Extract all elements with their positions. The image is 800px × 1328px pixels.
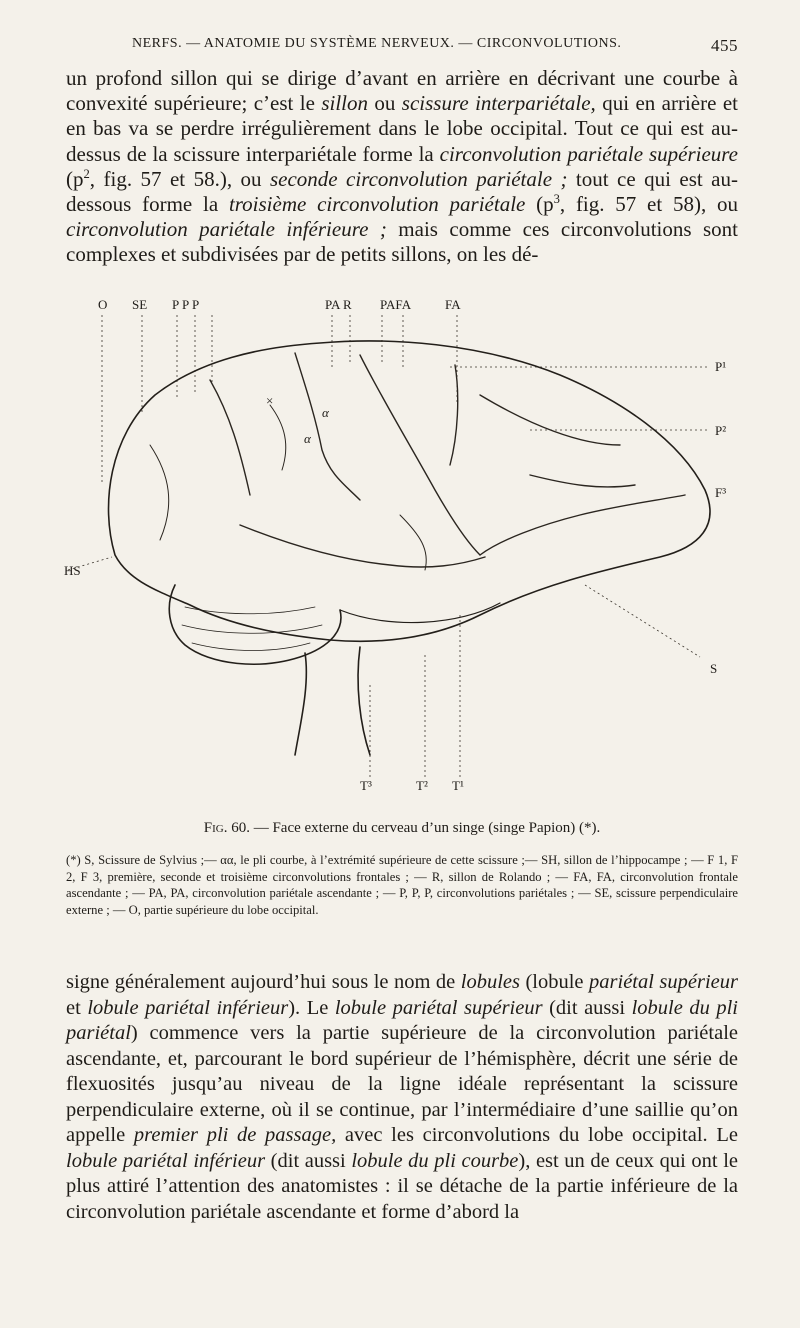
italic-term: lobule du pli courbe	[351, 1149, 519, 1172]
brainstem-outline	[295, 647, 370, 755]
page-number: 455	[711, 36, 738, 55]
italic-term: seconde circonvolution pariétale ;	[269, 166, 568, 191]
sulci	[150, 353, 685, 570]
text-run: ) commence vers la partie supérieure de la circonvolution pariétale ascendante, et, parcourant le bord supérieur de l’hémisphère, décrit une série de flexuosités jusqu’au niveau de la ligne idéale représentant la scissure perpendiculaire externe, où il se continue, par l’intermédiaire d’une saillie qu’on appelle	[66, 1022, 738, 1146]
text-run: mais comme ces circonvolutions sont complexes et subdivisées par de petits sillons, on les dé-	[66, 217, 738, 267]
label-par: PA R	[325, 297, 352, 312]
label-pafa: PAFA	[380, 297, 412, 312]
cerebellum-outline	[169, 585, 341, 664]
superscript: 3	[553, 192, 560, 207]
label-hs: HS	[64, 563, 81, 578]
italic-term: lobule pariétal inférieur	[87, 996, 289, 1019]
temporal-sulcus	[240, 525, 485, 567]
text-run: avec les circonvolutions du lobe occipital. Le	[336, 1124, 738, 1146]
text-run: , fig. 57 et 58), ou	[559, 192, 738, 217]
label-t3: T³	[360, 778, 372, 793]
text-run: signe généralement aujourd’hui sous le nom de	[66, 971, 461, 993]
figure-labels	[64, 297, 726, 793]
text-run: et	[66, 996, 88, 1019]
hemisphere	[108, 341, 709, 755]
text-run: (lobule	[519, 971, 590, 993]
cerebellum-fold	[185, 607, 315, 614]
italic-term: scissure interpariétale,	[401, 91, 596, 116]
label-alpha-lower: α	[304, 431, 311, 446]
italic-term: circonvolution pariétale inférieure ;	[66, 217, 387, 242]
text-run: ), est un de ceux qui ont le plus attiré l’attention des anatomistes : il se détache de la partie inférieure de la circonvolution pariétale ascendante et forme d’abord la	[66, 1149, 738, 1223]
figure-number: Fig. 60.	[203, 820, 250, 836]
text-run: tout ce qui est au-dessous forme la	[66, 166, 738, 217]
label-se: SE	[132, 297, 148, 312]
guide-line-s	[585, 585, 700, 657]
rolando-sulcus	[360, 355, 480, 555]
occipital-sulcus	[150, 445, 169, 540]
label-fa: FA	[445, 297, 461, 312]
italic-term: lobule pariétal supérieur	[334, 996, 543, 1019]
paragraph-top	[66, 66, 738, 268]
label-ppp: P P P	[172, 297, 200, 312]
italic-term: lobule pariétal inférieur	[66, 1149, 266, 1172]
brain-illustration	[60, 285, 760, 805]
cerebrum-outline	[108, 341, 709, 641]
italic-term: circonvolution pariétale supérieure	[439, 141, 738, 166]
label-t1: T¹	[452, 778, 464, 793]
text-run: qui en arrière et en bas va se perdre irrégulièrement dans le lobe occipital. Tout ce qui est au-dessus de la scissure interpariétale forme la	[66, 91, 738, 166]
frontal-sulcus-lower	[530, 475, 635, 487]
label-o: O	[98, 297, 108, 312]
parietal-fold	[270, 405, 286, 470]
text-run: ou	[368, 91, 402, 116]
label-p1: P¹	[715, 359, 727, 374]
label-t2: T²	[416, 778, 428, 793]
running-title: NERFS. — ANATOMIE DU SYSTÈME NERVEUX. — CIRCONVOLUTIONS.	[132, 36, 622, 51]
text-run: (dit aussi	[265, 1149, 352, 1172]
interparietal-sulcus	[295, 353, 360, 500]
text-run: (p	[66, 166, 84, 191]
caption-text: — Face externe du cerveau d’un singe (singe Papion) (*).	[249, 820, 601, 836]
text-run: un profond sillon qui se dirige d’avant en arrière en décrivant une courbe à convexité supérieure; c’est le	[66, 66, 738, 116]
paragraph-bottom	[66, 970, 738, 1225]
italic-term: lobule du pli pariétal	[66, 996, 738, 1044]
italic-term: lobules	[460, 971, 520, 993]
sylvian-branch	[400, 515, 426, 570]
label-s: S	[710, 661, 718, 676]
text-run: (dit aussi	[542, 996, 632, 1019]
figure-legend: (*) S, Scissure de Sylvius ;— αα, le pli courbe, à l’extrémité supérieure de cette scissure ;— SH, sillon de l’hippocampe ; — F 1, F 2, F 3, première, seconde et troisième circonvolutions frontales ; — R, sillon de Rolando ; — FA, FA, circonvolution frontale ascendante ; — PA, PA, circonvolution pariétale ascendante ; — P, P, P, circonvolutions pariétales ; — SE, scissure perpendiculaire externe ; — O, partie supérieure du lobe occipital.	[66, 853, 738, 917]
temporal-edge	[340, 603, 500, 623]
figure-caption	[66, 820, 738, 837]
label-cross: ×	[266, 393, 274, 408]
running-header	[66, 36, 738, 58]
guide-lines	[68, 315, 708, 777]
text-run: ). Le	[288, 996, 335, 1019]
italic-term: sillon	[321, 91, 368, 116]
italic-term: premier pli de passage,	[133, 1124, 337, 1146]
sylvian-fissure	[480, 495, 685, 555]
perpendicular-sulcus	[210, 380, 250, 495]
label-p2: P²	[715, 423, 727, 438]
frontal-sulcus-upper	[480, 395, 620, 445]
superscript: 2	[83, 166, 90, 181]
italic-term: pariétal supérieur	[589, 971, 738, 993]
brain-figure	[60, 285, 760, 805]
label-alpha-upper: α	[322, 405, 329, 420]
text-run: , fig. 57 et 58.), ou	[89, 166, 270, 191]
text-run: (p	[525, 192, 554, 217]
cerebellum-fold	[192, 643, 310, 651]
precentral-sulcus	[450, 365, 458, 465]
label-f3: F³	[715, 485, 727, 500]
italic-term: troisième circonvolution pariétale	[228, 192, 526, 217]
